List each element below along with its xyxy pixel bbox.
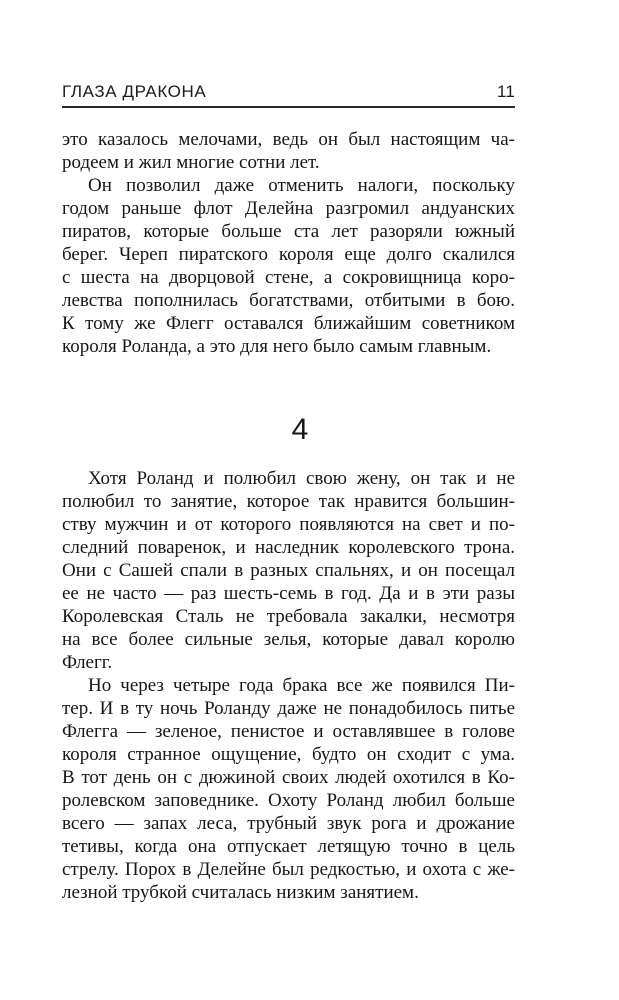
text-line: Но через четыре года брака все же появился Пи- [88, 675, 515, 696]
text-line: берег. Череп пиратского короля еще долго скалился [62, 244, 515, 265]
book-title: ГЛАЗА ДРАКОНА [62, 82, 207, 101]
paragraph [62, 128, 515, 174]
text-line: следний поваренок, и наследник королевского трона. [62, 537, 515, 558]
paragraph [62, 174, 515, 358]
text-line: К тому же Флегг оставался ближайшим советником [62, 313, 515, 334]
text-line: родеем и жил многие сотни лет. [62, 152, 320, 173]
text-line: В тот день он с дюжиной своих людей охотился в Ко- [62, 767, 515, 788]
text-line: короля Роланда, а это для него было самым главным. [62, 336, 492, 357]
paragraph [62, 467, 515, 674]
running-header [62, 82, 515, 108]
text-line: короля странное ощущение, будто он сходит с ума. [62, 744, 515, 765]
text-line: стрелу. Порох в Делейне был редкостью, и охота с же- [62, 859, 515, 880]
text-line: Он позволил даже отменить налоги, поскольку [88, 175, 515, 196]
text-line: тер. И в ту ночь Роланду даже не понадобилось питье [62, 698, 515, 719]
text-column [62, 82, 515, 904]
text-line: Они с Сашей спали в разных спальнях, и он посещал [62, 560, 515, 581]
text-line: полюбил то занятие, которое так нравится большин- [62, 491, 515, 512]
text-line: ее не часто — раз шесть-семь в год. Да и в эти разы [62, 583, 515, 604]
text-line: Флегг. [62, 652, 113, 673]
text-line: пиратов, которые больше ста лет разоряли южный [62, 221, 515, 242]
body-text [62, 128, 515, 904]
text-line: ству мужчин и от которого появляются на свет и по- [62, 514, 515, 535]
chapter-number: 4 [291, 413, 309, 446]
text-line: лезной трубкой считалась низким занятием. [62, 882, 419, 903]
text-line: Флегга — зеленое, пенистое и оставлявшее в голове [62, 721, 515, 742]
text-line: ролевском заповеднике. Охоту Роланд любил больше [62, 790, 515, 811]
text-line: с шеста на дворцовой стене, а сокровищница коро- [62, 267, 515, 288]
text-line: годом раньше флот Делейна разгромил андуанских [62, 198, 515, 219]
paragraph [62, 674, 515, 904]
text-line: Королевская Сталь не требовала закалки, несмотря [62, 606, 515, 627]
text-line: всего — запах леса, трубный звук рога и дрожание [62, 813, 515, 834]
text-line: левства пополнилась богатствами, отбитыми в бою. [62, 290, 515, 311]
text-line: это казалось мелочами, ведь он был настоящим ча- [62, 129, 515, 150]
text-line: тетивы, когда она отпускает летящую точно в цель [62, 836, 515, 857]
text-line: Хотя Роланд и полюбил свою жену, он так и не [88, 468, 515, 489]
page-number: 11 [496, 82, 515, 101]
text-line: на все более сильные зелья, которые давал королю [62, 629, 515, 650]
